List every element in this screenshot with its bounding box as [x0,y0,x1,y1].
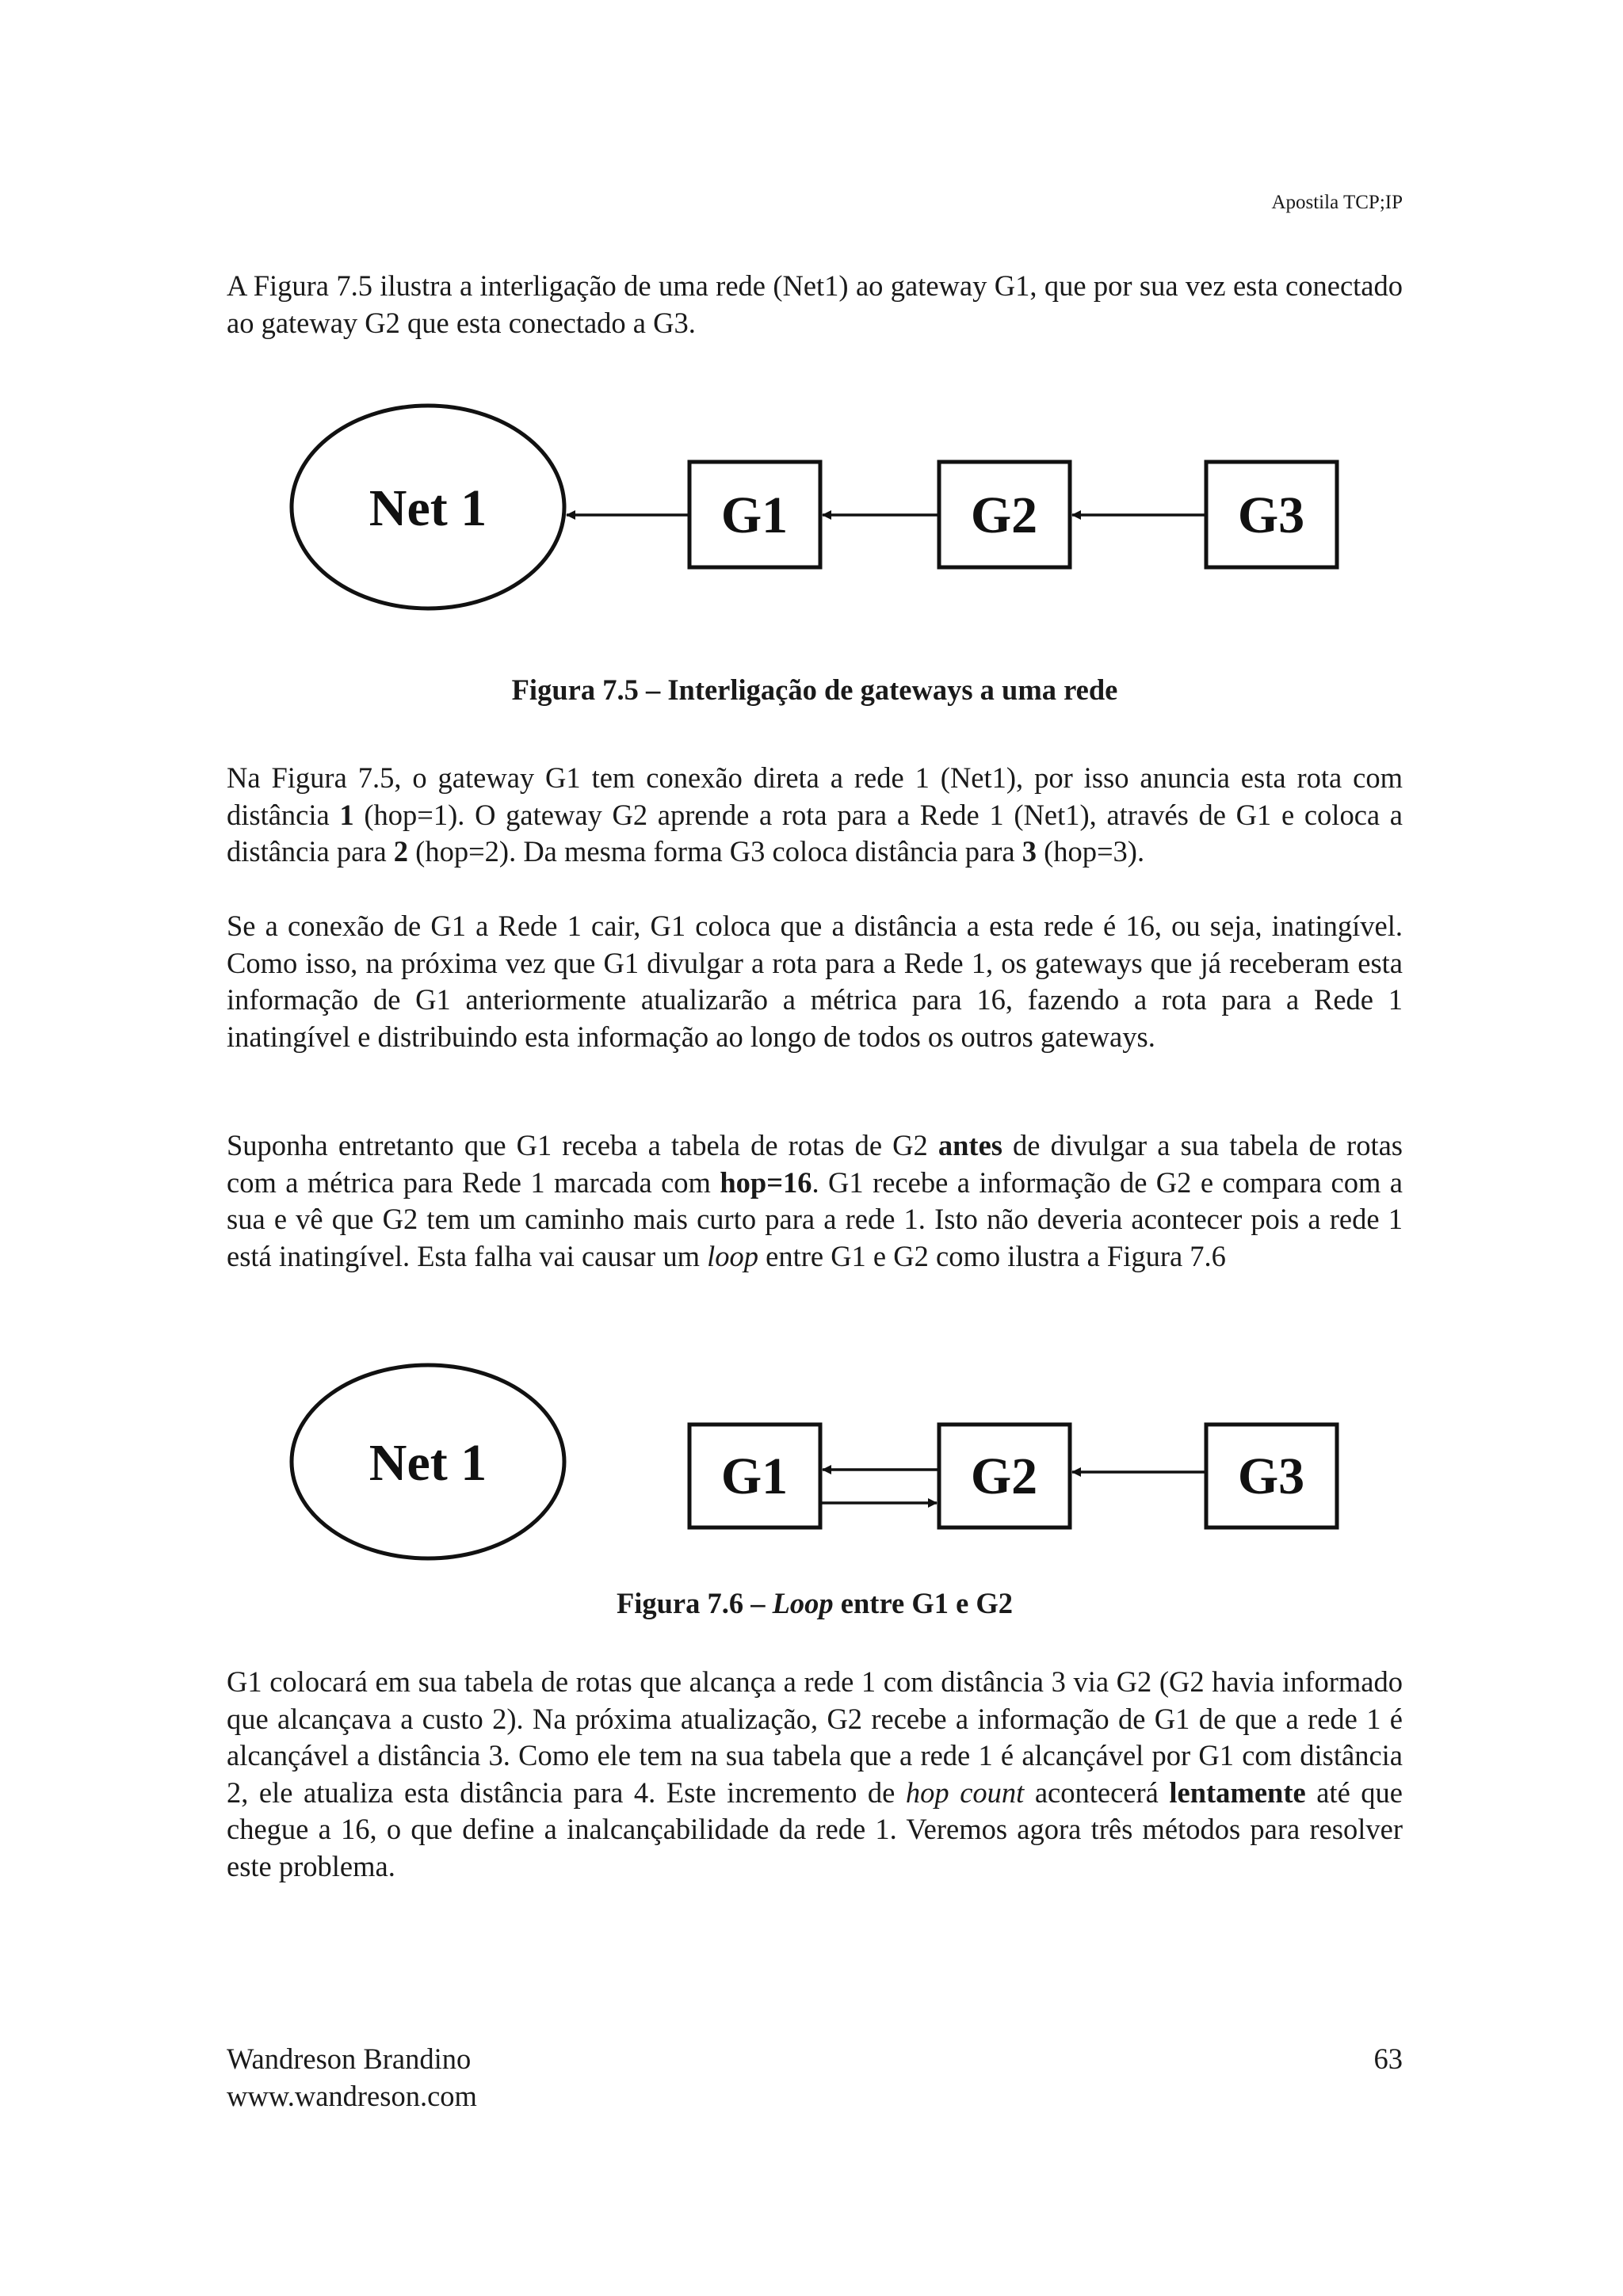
italic-run: hop count [905,1775,1025,1809]
bold-run: hop=16 [720,1165,812,1199]
g3-node [1206,1425,1337,1527]
text-run: acontecerá [1024,1775,1170,1809]
g1-label: G1 [720,486,789,544]
g3-label: G3 [1237,486,1305,544]
g2-label: G2 [970,1447,1038,1505]
bold-run: 2 [393,835,409,868]
g1-label: G1 [720,1447,789,1505]
footer-author-block [227,2041,477,2115]
net1-label: Net 1 [369,1434,487,1492]
g2-label: G2 [970,486,1038,544]
text-run: . G1 recebe a informação de G2 e compara com a sua e vê que G2 tem um caminho mais curto para a rede 1. Isto não deveria acontecer pois a rede 1 está inatingível. Esta falha vai causar um [227,1165,1403,1272]
net1-node [292,1365,564,1558]
caption-italic: Loop [772,1587,834,1619]
g1-node [689,1425,820,1527]
text-run: entre G1 e G2 como ilustra a Figura 7.6 [758,1239,1226,1272]
text-run: (hop=2). Da mesma forma G3 coloca distância para [408,835,1022,868]
figure-7-5-caption: Figura 7.5 – Interligação de gateways a uma rede [511,673,1118,706]
g1-node [689,462,820,567]
text-run: de divulgar a sua tabela de rotas com a métrica para Rede 1 marcada com [227,1129,1403,1199]
page-number: 63 [1373,2042,1403,2075]
footer-author: Wandreson Brandino [227,2042,472,2075]
text-run: (hop=1). O gateway G2 aprende a rota para a Rede 1 (Net1), através de G1 e coloca a distância para [227,798,1403,868]
text-run: (hop=3). [1036,835,1145,868]
bold-run: lentamente [1169,1775,1306,1809]
net1-node [292,406,564,608]
figure-7-5 [269,400,1363,626]
text-run: até que chegue a 16, o que define a inalcançabilidade da rede 1. Veremos agora três métodos para resolver este problema. [227,1775,1403,1882]
caption-suffix: entre G1 e G2 [833,1587,1014,1619]
g3-node [1206,462,1337,567]
footer-website: www.wandreson.com [227,2079,477,2112]
net1-label: Net 1 [369,479,487,537]
paragraph-loop-cause [227,1127,1403,1275]
g3-label: G3 [1237,1447,1305,1505]
bold-run: 3 [1022,835,1037,868]
g2-node [939,1425,1070,1527]
text-run: Na Figura 7.5, o gateway G1 tem conexão direta a rede 1 (Net1), por isso anuncia esta rota com distância [227,761,1403,831]
figure-7-6 [269,1355,1363,1581]
bold-run: 1 [339,798,354,831]
paragraph-count-to-infinity [227,1664,1403,1885]
italic-run: loop [707,1239,758,1272]
caption-prefix: Figura 7.6 – [616,1587,773,1619]
running-header: Apostila TCP;IP [1271,192,1403,213]
paragraph-intro: A Figura 7.5 ilustra a interligação de uma rede (Net1) ao gateway G1, que por sua vez esta conectado ao gateway G2 que esta conectado a G3. [227,269,1403,339]
text-run: G1 colocará em sua tabela de rotas que alcança a rede 1 com distância 3 via G2 (G2 havia informado que alcançava a custo 2). Na próxima atualização, G2 recebe a informação de G1 de que a rede 1 é alcançável a distância 3. Como ele tem na sua tabela que a rede 1 é alcançável por G1 com distância 2, ele atualiza esta distância para 4. Este incremento de [227,1665,1403,1809]
bold-run: antes [938,1129,1002,1161]
paragraph-hop-distances [227,760,1403,871]
g2-node [939,462,1070,567]
paragraph-connection-failure: Se a conexão de G1 a Rede 1 cair, G1 coloca que a distância a esta rede é 16, ou seja, inatingível. Como isso, na próxima vez que G1 divulgar a rota para a Rede 1, os gateways que já receberam esta informação de G1 anteriormente atualizarão a métrica para 16, fazendo a rota para a Rede 1 inatingível e distribuindo esta informação ao longo de todos os outros gateways. [227,910,1403,1053]
text-run: Suponha entretanto que G1 receba a tabela de rotas de G2 [227,1129,938,1161]
figure-7-6-caption [227,1585,1403,1622]
